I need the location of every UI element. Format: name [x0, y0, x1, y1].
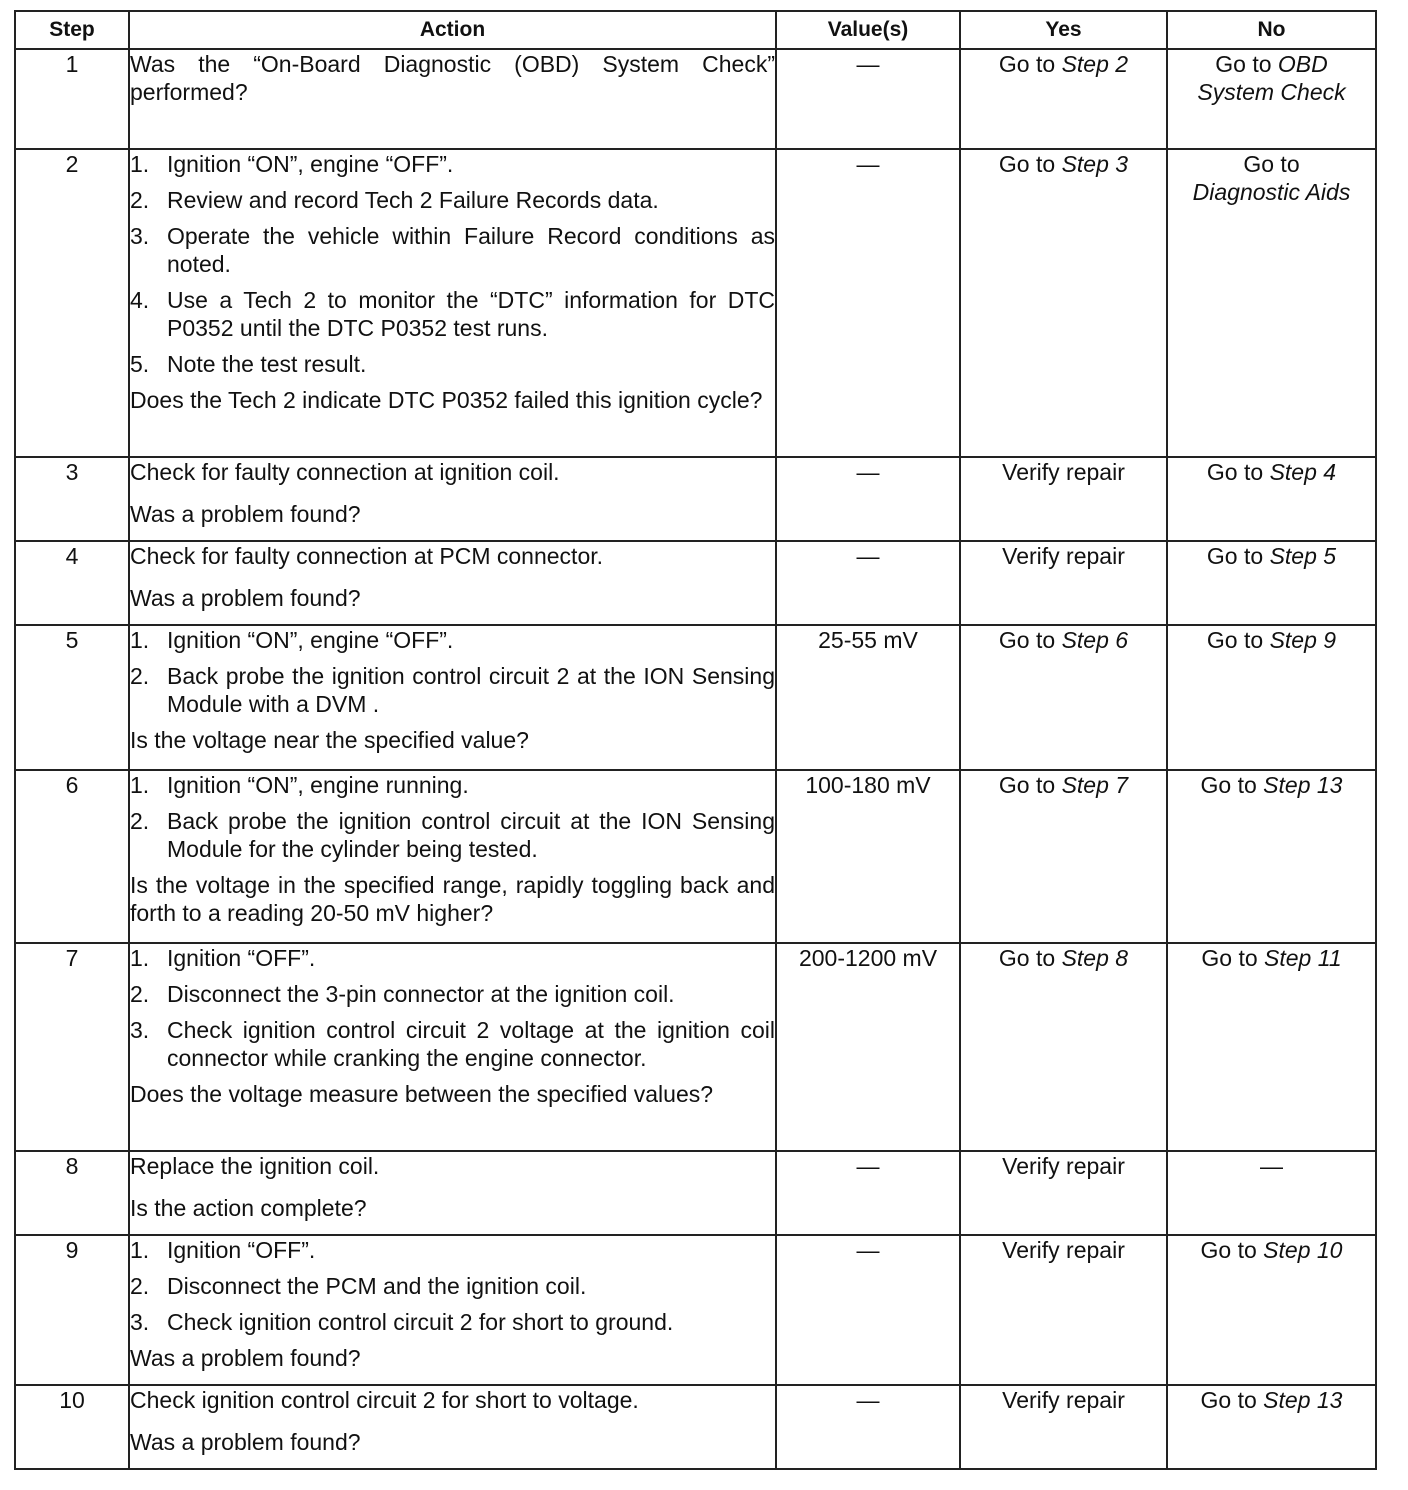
action-step: 2. Disconnect the 3-pin connector at the ignition coil.	[130, 981, 675, 1007]
yes-prefix: Go to	[998, 945, 1062, 971]
action-cell	[129, 1151, 776, 1235]
action-step: 2. Disconnect the PCM and the ignition coil.	[130, 1273, 587, 1299]
table-row	[15, 770, 1376, 943]
action-cell	[129, 625, 776, 770]
table-row	[15, 1151, 1376, 1235]
action-question: Was the “On-Board Diagnostic (OBD) System Check” performed?	[130, 51, 775, 105]
value-cell: 25-55 mV	[776, 625, 960, 770]
no-prefix: Go to	[1200, 1387, 1264, 1413]
value-cell: —	[776, 1235, 960, 1385]
step-number: 5	[15, 625, 129, 770]
header-step: Step	[15, 11, 129, 49]
yes-prefix: Go to	[998, 151, 1062, 177]
diagnostic-table	[14, 10, 1377, 1470]
no-cell	[1167, 149, 1376, 457]
action-step: 2. Back probe the ignition control circuit 2 at the ION Sensing Module with a DVM .	[130, 663, 775, 717]
no-prefix: Go to	[1201, 945, 1265, 971]
action-cell	[129, 541, 776, 625]
no-step-link[interactable]: Step 11	[1264, 945, 1342, 971]
step-number: 2	[15, 149, 129, 457]
action-step: 1. Ignition “ON”, engine running.	[130, 772, 469, 798]
yes-cell: Verify repair	[960, 1235, 1167, 1385]
no-prefix: Go to	[1200, 772, 1264, 798]
no-cell	[1167, 541, 1376, 625]
action-step: 2. Review and record Tech 2 Failure Records data.	[130, 187, 659, 213]
no-cell	[1167, 943, 1376, 1151]
action-question: Was a problem found?	[130, 501, 361, 527]
yes-step-link[interactable]: Step 2	[1061, 51, 1129, 77]
yes-prefix: Go to	[998, 772, 1062, 798]
action-question: Is the action complete?	[130, 1195, 367, 1221]
no-step-link[interactable]: Step 4	[1269, 459, 1337, 485]
yes-cell: Verify repair	[960, 1385, 1167, 1469]
yes-cell	[960, 770, 1167, 943]
action-cell	[129, 457, 776, 541]
no-step-link[interactable]: Step 13	[1263, 772, 1343, 798]
action-cell	[129, 149, 776, 457]
no-prefix: Go to	[1243, 151, 1300, 177]
no-step-link[interactable]: Step 13	[1263, 1387, 1343, 1413]
yes-cell	[960, 943, 1167, 1151]
yes-prefix: Go to	[998, 51, 1062, 77]
value-cell: 100-180 mV	[776, 770, 960, 943]
action-text: Replace the ignition coil.	[130, 1153, 380, 1179]
action-step: 3. Check ignition control circuit 2 voltage at the ignition coil connector while cranking the engine connector.	[130, 1017, 775, 1071]
no-prefix: Go to	[1215, 51, 1278, 77]
action-question: Is the voltage in the specified range, rapidly toggling back and forth to a reading 20-50 mV higher?	[130, 872, 775, 926]
action-steps	[130, 771, 775, 863]
step-number: 9	[15, 1235, 129, 1385]
no-cell: —	[1167, 1151, 1376, 1235]
action-question: Does the Tech 2 indicate DTC P0352 failed this ignition cycle?	[130, 387, 763, 413]
table-row	[15, 1235, 1376, 1385]
table-row	[15, 457, 1376, 541]
yes-cell: Verify repair	[960, 457, 1167, 541]
action-step: 5. Note the test result.	[130, 351, 367, 377]
action-steps	[130, 150, 775, 378]
no-step-link[interactable]: Step 10	[1263, 1237, 1343, 1263]
no-prefix: Go to	[1206, 459, 1270, 485]
action-step: 1. Ignition “ON”, engine “OFF”.	[130, 627, 454, 653]
value-cell: —	[776, 1385, 960, 1469]
no-cell	[1167, 49, 1376, 149]
yes-step-link[interactable]: Step 7	[1061, 772, 1129, 798]
step-number: 4	[15, 541, 129, 625]
yes-cell: Verify repair	[960, 1151, 1167, 1235]
action-question: Is the voltage near the specified value?	[130, 727, 529, 753]
step-number: 1	[15, 49, 129, 149]
action-text: Check ignition control circuit 2 for short to voltage.	[130, 1387, 639, 1413]
action-question: Was a problem found?	[130, 1345, 361, 1371]
step-number: 10	[15, 1385, 129, 1469]
action-cell	[129, 770, 776, 943]
header-row	[15, 11, 1376, 49]
action-step: 1. Ignition “ON”, engine “OFF”.	[130, 151, 454, 177]
no-cell	[1167, 1385, 1376, 1469]
value-cell: —	[776, 49, 960, 149]
table-row	[15, 943, 1376, 1151]
yes-step-link[interactable]: Step 3	[1061, 151, 1129, 177]
action-step: 4. Use a Tech 2 to monitor the “DTC” information for DTC P0352 until the DTC P0352 test runs.	[130, 287, 775, 341]
no-cell	[1167, 457, 1376, 541]
step-number: 7	[15, 943, 129, 1151]
action-question: Was a problem found?	[130, 1429, 361, 1455]
no-prefix: Go to	[1200, 1237, 1264, 1263]
action-steps	[130, 626, 775, 718]
yes-cell	[960, 625, 1167, 770]
action-question: Does the voltage measure between the specified values?	[130, 1081, 714, 1107]
action-step: 3. Check ignition control circuit 2 for short to ground.	[130, 1309, 674, 1335]
action-cell	[129, 1235, 776, 1385]
yes-cell	[960, 49, 1167, 149]
action-step: 1. Ignition “OFF”.	[130, 1237, 316, 1263]
value-cell: —	[776, 1151, 960, 1235]
table-row	[15, 541, 1376, 625]
action-cell	[129, 49, 776, 149]
header-no: No	[1167, 11, 1376, 49]
no-cell	[1167, 625, 1376, 770]
header-action: Action	[129, 11, 776, 49]
action-step: 2. Back probe the ignition control circuit at the ION Sensing Module for the cylinder being tested.	[130, 808, 775, 862]
header-yes: Yes	[960, 11, 1167, 49]
step-number: 8	[15, 1151, 129, 1235]
table-row	[15, 149, 1376, 457]
no-step-link[interactable]: Diagnostic Aids	[1192, 179, 1351, 205]
table-row	[15, 625, 1376, 770]
table-row	[15, 49, 1376, 149]
yes-prefix: Go to	[998, 627, 1062, 653]
table-row	[15, 1385, 1376, 1469]
value-cell: —	[776, 149, 960, 457]
action-cell	[129, 1385, 776, 1469]
action-text: Check for faulty connection at PCM connector.	[130, 543, 604, 569]
action-text: Check for faulty connection at ignition coil.	[130, 459, 560, 485]
no-step-link[interactable]: OBD System Check	[1197, 51, 1346, 105]
action-cell	[129, 943, 776, 1151]
action-steps	[130, 944, 775, 1072]
yes-cell	[960, 149, 1167, 457]
step-number: 6	[15, 770, 129, 943]
no-cell	[1167, 1235, 1376, 1385]
no-step-link[interactable]: Step 5	[1269, 543, 1337, 569]
step-number: 3	[15, 457, 129, 541]
value-cell: —	[776, 541, 960, 625]
action-question: Was a problem found?	[130, 585, 361, 611]
yes-step-link[interactable]: Step 6	[1061, 627, 1129, 653]
no-prefix: Go to	[1206, 543, 1270, 569]
header-values: Value(s)	[776, 11, 960, 49]
value-cell: 200-1200 mV	[776, 943, 960, 1151]
yes-step-link[interactable]: Step 8	[1061, 945, 1129, 971]
value-cell: —	[776, 457, 960, 541]
no-step-link[interactable]: Step 9	[1269, 627, 1337, 653]
action-step: 1. Ignition “OFF”.	[130, 945, 316, 971]
action-step: 3. Operate the vehicle within Failure Record conditions as noted.	[130, 223, 775, 277]
yes-cell: Verify repair	[960, 541, 1167, 625]
action-steps	[130, 1236, 775, 1336]
no-prefix: Go to	[1206, 627, 1270, 653]
no-cell	[1167, 770, 1376, 943]
